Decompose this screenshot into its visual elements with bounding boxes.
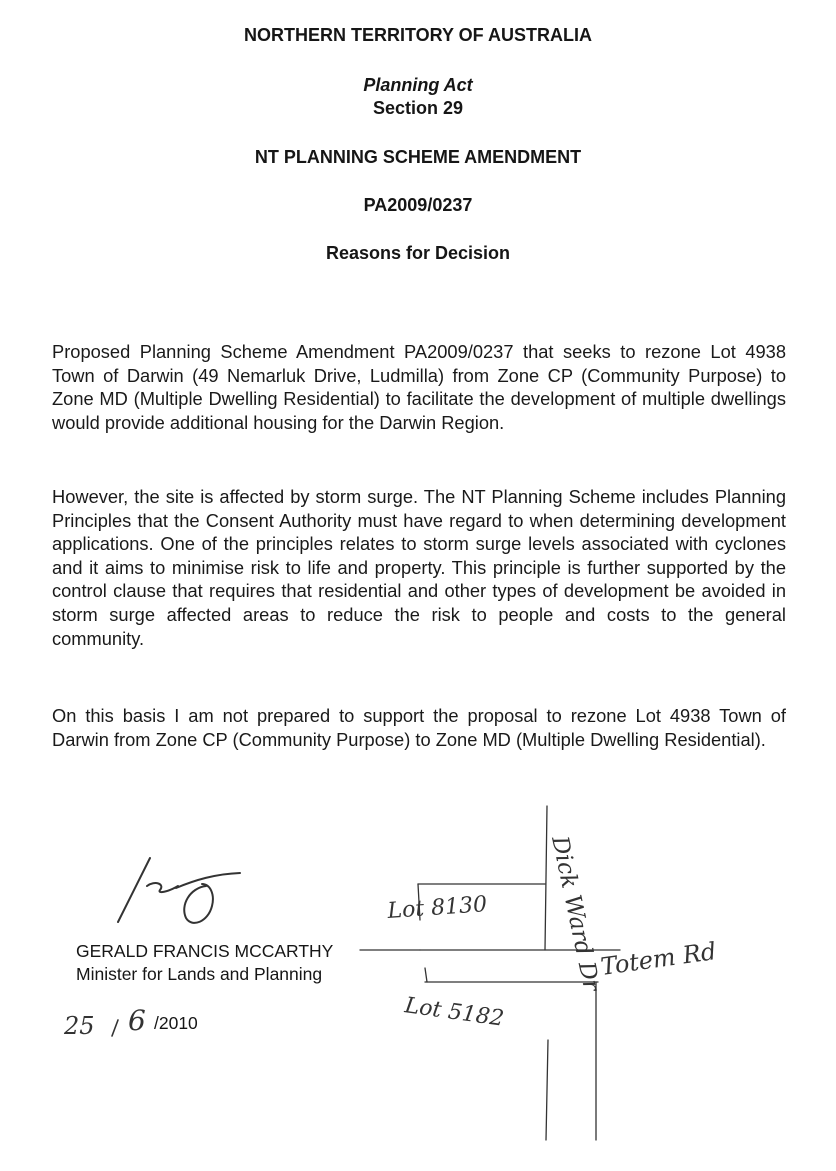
sketch-label-horizontal-road: Totem Rd [598, 937, 718, 981]
jurisdiction-heading: NORTHERN TERRITORY OF AUSTRALIA [243, 25, 592, 45]
sketch-label-lot-top: Lot 8130 [386, 892, 488, 924]
signatory-position: Minister for Lands and Planning [76, 964, 323, 984]
signature [118, 858, 240, 923]
document-subtitle: Reasons for Decision [325, 243, 511, 263]
paragraph-storm-surge: However, the site is affected by storm surge. The NT Planning Scheme includes Planning Principles that the Consent Authority must have regard to when determining development applications. One of the principles relates to storm surge levels associated with cyclones and it aims to minimise risk to life and property. This principle is further supported by the control clause that requires that residential and other types of development be avoided in storm surge affected areas to reduce the risk to people and costs to the general community. [52, 486, 786, 649]
document-title: NT PLANNING SCHEME AMENDMENT [254, 147, 582, 167]
act-name: Planning Act [363, 75, 473, 95]
date-year: /2010 [154, 1013, 198, 1033]
paragraph-decision: On this basis I am not prepared to support the proposal to rezone Lot 4938 Town of Darwin from Zone CP (Community Purpose) to Zone MD (Multiple Dwelling Residential). [52, 705, 786, 750]
date-month-handwritten: 6 [128, 1004, 146, 1037]
signatory-name: GERALD FRANCIS MCCARTHY [76, 941, 334, 961]
reference-number: PA2009/0237 [363, 195, 473, 215]
street-sketch [360, 806, 620, 1140]
paragraph-proposal: Proposed Planning Scheme Amendment PA2009/0237 that seeks to rezone Lot 4938 Town of Darwin (49 Nemarluk Drive, Ludmilla) from Zone CP (Community Purpose) to Zone MD (Multiple Dwelling Residential) to facilitate the development of multiple dwellings would provide additional housing for the Darwin Region. [52, 341, 786, 433]
date-slash [112, 1020, 118, 1036]
sketch-label-vertical-road: Dick Ward Dr [546, 833, 605, 994]
date-day-handwritten: 25 [64, 1012, 95, 1040]
act-section: Section 29 [372, 98, 464, 118]
sketch-label-lot-bottom: Lot 5182 [403, 993, 506, 1032]
